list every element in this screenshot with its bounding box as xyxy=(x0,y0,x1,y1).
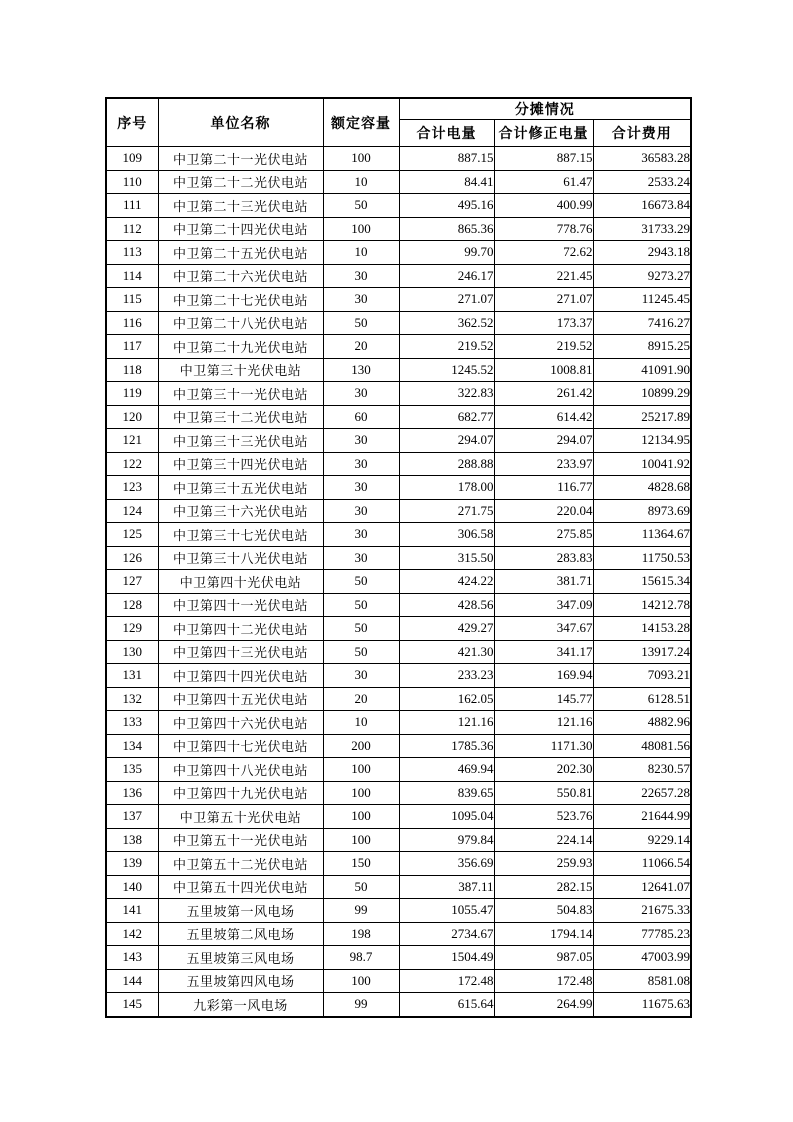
cell-total-corrected-energy: 261.42 xyxy=(494,382,593,406)
table-row xyxy=(106,429,691,453)
cell-serial-number: 127 xyxy=(106,570,158,594)
cell-total-energy: 1095.04 xyxy=(399,805,494,829)
cell-unit-name: 九彩第一风电场 xyxy=(158,993,323,1017)
cell-total-cost: 21644.99 xyxy=(593,805,691,829)
cell-unit-name: 中卫第五十一光伏电站 xyxy=(158,828,323,852)
cell-total-cost: 11675.63 xyxy=(593,993,691,1017)
cell-total-energy: 246.17 xyxy=(399,264,494,288)
header-total-cost: 合计费用 xyxy=(593,120,691,147)
table-row xyxy=(106,781,691,805)
table-row xyxy=(106,852,691,876)
table-row xyxy=(106,922,691,946)
cell-unit-name: 中卫第三十三光伏电站 xyxy=(158,429,323,453)
cell-serial-number: 111 xyxy=(106,194,158,218)
table-row xyxy=(106,311,691,335)
cell-total-energy: 121.16 xyxy=(399,711,494,735)
cell-unit-name: 中卫第四十六光伏电站 xyxy=(158,711,323,735)
cell-total-corrected-energy: 121.16 xyxy=(494,711,593,735)
cell-total-energy: 99.70 xyxy=(399,241,494,265)
cell-unit-name: 中卫第四十四光伏电站 xyxy=(158,664,323,688)
header-serial-number: 序号 xyxy=(106,98,158,147)
cell-total-corrected-energy: 347.67 xyxy=(494,617,593,641)
cell-serial-number: 133 xyxy=(106,711,158,735)
cell-serial-number: 142 xyxy=(106,922,158,946)
cell-rated-capacity: 30 xyxy=(323,264,399,288)
cell-unit-name: 中卫第四十八光伏电站 xyxy=(158,758,323,782)
cell-total-corrected-energy: 173.37 xyxy=(494,311,593,335)
cell-serial-number: 116 xyxy=(106,311,158,335)
cell-serial-number: 125 xyxy=(106,523,158,547)
cell-serial-number: 112 xyxy=(106,217,158,241)
header-rated-capacity: 额定容量 xyxy=(323,98,399,147)
cell-total-cost: 2943.18 xyxy=(593,241,691,265)
cell-total-energy: 615.64 xyxy=(399,993,494,1017)
cell-serial-number: 145 xyxy=(106,993,158,1017)
cell-total-cost: 25217.89 xyxy=(593,405,691,429)
cell-rated-capacity: 50 xyxy=(323,617,399,641)
table-row xyxy=(106,828,691,852)
table-row xyxy=(106,593,691,617)
table-row xyxy=(106,546,691,570)
cell-unit-name: 中卫第五十二光伏电站 xyxy=(158,852,323,876)
cell-rated-capacity: 99 xyxy=(323,899,399,923)
cell-serial-number: 139 xyxy=(106,852,158,876)
cell-total-energy: 1245.52 xyxy=(399,358,494,382)
cell-total-cost: 22657.28 xyxy=(593,781,691,805)
cell-total-energy: 682.77 xyxy=(399,405,494,429)
cell-total-cost: 7093.21 xyxy=(593,664,691,688)
cell-rated-capacity: 30 xyxy=(323,664,399,688)
cell-serial-number: 124 xyxy=(106,499,158,523)
cell-unit-name: 中卫第三十五光伏电站 xyxy=(158,476,323,500)
cell-total-cost: 47003.99 xyxy=(593,946,691,970)
cell-total-cost: 9273.27 xyxy=(593,264,691,288)
cell-serial-number: 130 xyxy=(106,640,158,664)
table-row xyxy=(106,170,691,194)
table-row xyxy=(106,969,691,993)
cell-total-cost: 31733.29 xyxy=(593,217,691,241)
cell-rated-capacity: 30 xyxy=(323,452,399,476)
table-row xyxy=(106,687,691,711)
cell-total-energy: 294.07 xyxy=(399,429,494,453)
cell-total-energy: 424.22 xyxy=(399,570,494,594)
cell-total-corrected-energy: 778.76 xyxy=(494,217,593,241)
cell-serial-number: 113 xyxy=(106,241,158,265)
cell-unit-name: 中卫第四十七光伏电站 xyxy=(158,734,323,758)
table-row xyxy=(106,335,691,359)
cell-total-energy: 172.48 xyxy=(399,969,494,993)
cell-total-corrected-energy: 523.76 xyxy=(494,805,593,829)
cell-unit-name: 中卫第四十一光伏电站 xyxy=(158,593,323,617)
cell-total-corrected-energy: 275.85 xyxy=(494,523,593,547)
cell-total-corrected-energy: 233.97 xyxy=(494,452,593,476)
cell-rated-capacity: 100 xyxy=(323,147,399,171)
cell-total-cost: 2533.24 xyxy=(593,170,691,194)
table-row xyxy=(106,194,691,218)
cell-serial-number: 141 xyxy=(106,899,158,923)
cell-rated-capacity: 10 xyxy=(323,170,399,194)
table-row xyxy=(106,617,691,641)
table-row xyxy=(106,217,691,241)
cell-unit-name: 中卫第二十五光伏电站 xyxy=(158,241,323,265)
table-row xyxy=(106,899,691,923)
cell-total-corrected-energy: 145.77 xyxy=(494,687,593,711)
cell-unit-name: 中卫第三十光伏电站 xyxy=(158,358,323,382)
cell-total-cost: 8915.25 xyxy=(593,335,691,359)
cell-total-corrected-energy: 202.30 xyxy=(494,758,593,782)
cell-total-corrected-energy: 219.52 xyxy=(494,335,593,359)
allocation-table xyxy=(105,97,692,1018)
cell-total-energy: 469.94 xyxy=(399,758,494,782)
table-row xyxy=(106,993,691,1017)
cell-rated-capacity: 50 xyxy=(323,593,399,617)
cell-unit-name: 中卫第二十九光伏电站 xyxy=(158,335,323,359)
cell-total-cost: 4882.96 xyxy=(593,711,691,735)
cell-total-energy: 839.65 xyxy=(399,781,494,805)
cell-rated-capacity: 50 xyxy=(323,570,399,594)
cell-rated-capacity: 100 xyxy=(323,217,399,241)
cell-unit-name: 中卫第五十四光伏电站 xyxy=(158,875,323,899)
table-row xyxy=(106,711,691,735)
table-row xyxy=(106,241,691,265)
table-row xyxy=(106,946,691,970)
cell-total-energy: 887.15 xyxy=(399,147,494,171)
cell-total-energy: 428.56 xyxy=(399,593,494,617)
cell-serial-number: 132 xyxy=(106,687,158,711)
table-row xyxy=(106,452,691,476)
cell-rated-capacity: 20 xyxy=(323,687,399,711)
cell-total-energy: 271.75 xyxy=(399,499,494,523)
cell-total-corrected-energy: 550.81 xyxy=(494,781,593,805)
cell-total-energy: 271.07 xyxy=(399,288,494,312)
cell-total-energy: 429.27 xyxy=(399,617,494,641)
cell-total-corrected-energy: 264.99 xyxy=(494,993,593,1017)
cell-total-corrected-energy: 341.17 xyxy=(494,640,593,664)
cell-serial-number: 114 xyxy=(106,264,158,288)
cell-total-corrected-energy: 614.42 xyxy=(494,405,593,429)
cell-serial-number: 118 xyxy=(106,358,158,382)
table-row xyxy=(106,382,691,406)
cell-rated-capacity: 99 xyxy=(323,993,399,1017)
cell-total-energy: 322.83 xyxy=(399,382,494,406)
cell-total-corrected-energy: 987.05 xyxy=(494,946,593,970)
cell-total-corrected-energy: 172.48 xyxy=(494,969,593,993)
cell-total-cost: 15615.34 xyxy=(593,570,691,594)
cell-total-corrected-energy: 1008.81 xyxy=(494,358,593,382)
cell-unit-name: 中卫第四十三光伏电站 xyxy=(158,640,323,664)
cell-total-energy: 979.84 xyxy=(399,828,494,852)
table-row xyxy=(106,758,691,782)
cell-total-corrected-energy: 504.83 xyxy=(494,899,593,923)
table-row xyxy=(106,358,691,382)
table-row xyxy=(106,147,691,171)
cell-total-energy: 233.23 xyxy=(399,664,494,688)
header-unit-name: 单位名称 xyxy=(158,98,323,147)
cell-total-cost: 77785.23 xyxy=(593,922,691,946)
table-row xyxy=(106,734,691,758)
cell-serial-number: 138 xyxy=(106,828,158,852)
cell-unit-name: 五里坡第三风电场 xyxy=(158,946,323,970)
cell-serial-number: 140 xyxy=(106,875,158,899)
cell-unit-name: 中卫第二十三光伏电站 xyxy=(158,194,323,218)
cell-total-energy: 178.00 xyxy=(399,476,494,500)
cell-total-cost: 11364.67 xyxy=(593,523,691,547)
cell-total-cost: 10041.92 xyxy=(593,452,691,476)
cell-serial-number: 110 xyxy=(106,170,158,194)
cell-total-corrected-energy: 887.15 xyxy=(494,147,593,171)
table-row xyxy=(106,523,691,547)
cell-unit-name: 中卫第三十六光伏电站 xyxy=(158,499,323,523)
cell-unit-name: 中卫第三十八光伏电站 xyxy=(158,546,323,570)
table-row xyxy=(106,288,691,312)
cell-total-cost: 10899.29 xyxy=(593,382,691,406)
cell-rated-capacity: 100 xyxy=(323,828,399,852)
cell-serial-number: 126 xyxy=(106,546,158,570)
cell-total-energy: 288.88 xyxy=(399,452,494,476)
cell-rated-capacity: 130 xyxy=(323,358,399,382)
cell-serial-number: 123 xyxy=(106,476,158,500)
cell-unit-name: 五里坡第一风电场 xyxy=(158,899,323,923)
cell-serial-number: 136 xyxy=(106,781,158,805)
cell-total-cost: 21675.33 xyxy=(593,899,691,923)
cell-unit-name: 中卫第四十五光伏电站 xyxy=(158,687,323,711)
cell-unit-name: 中卫第二十二光伏电站 xyxy=(158,170,323,194)
cell-serial-number: 143 xyxy=(106,946,158,970)
cell-serial-number: 115 xyxy=(106,288,158,312)
cell-total-energy: 362.52 xyxy=(399,311,494,335)
cell-total-cost: 41091.90 xyxy=(593,358,691,382)
cell-total-cost: 8230.57 xyxy=(593,758,691,782)
cell-total-cost: 14212.78 xyxy=(593,593,691,617)
cell-rated-capacity: 200 xyxy=(323,734,399,758)
cell-unit-name: 中卫第二十一光伏电站 xyxy=(158,147,323,171)
cell-total-energy: 1504.49 xyxy=(399,946,494,970)
cell-serial-number: 117 xyxy=(106,335,158,359)
cell-unit-name: 中卫第四十光伏电站 xyxy=(158,570,323,594)
table-row xyxy=(106,264,691,288)
cell-total-corrected-energy: 259.93 xyxy=(494,852,593,876)
cell-unit-name: 中卫第二十七光伏电站 xyxy=(158,288,323,312)
cell-rated-capacity: 30 xyxy=(323,546,399,570)
cell-rated-capacity: 30 xyxy=(323,288,399,312)
cell-unit-name: 中卫第三十二光伏电站 xyxy=(158,405,323,429)
cell-unit-name: 中卫第五十光伏电站 xyxy=(158,805,323,829)
cell-rated-capacity: 100 xyxy=(323,758,399,782)
table-row xyxy=(106,664,691,688)
cell-total-cost: 9229.14 xyxy=(593,828,691,852)
cell-serial-number: 134 xyxy=(106,734,158,758)
cell-total-corrected-energy: 224.14 xyxy=(494,828,593,852)
cell-total-energy: 84.41 xyxy=(399,170,494,194)
cell-rated-capacity: 30 xyxy=(323,382,399,406)
cell-total-energy: 495.16 xyxy=(399,194,494,218)
cell-total-cost: 14153.28 xyxy=(593,617,691,641)
cell-serial-number: 135 xyxy=(106,758,158,782)
cell-rated-capacity: 50 xyxy=(323,194,399,218)
cell-total-corrected-energy: 116.77 xyxy=(494,476,593,500)
cell-total-corrected-energy: 221.45 xyxy=(494,264,593,288)
cell-rated-capacity: 198 xyxy=(323,922,399,946)
table-body xyxy=(106,147,691,1017)
cell-serial-number: 119 xyxy=(106,382,158,406)
cell-serial-number: 120 xyxy=(106,405,158,429)
cell-rated-capacity: 60 xyxy=(323,405,399,429)
cell-total-cost: 7416.27 xyxy=(593,311,691,335)
cell-total-energy: 421.30 xyxy=(399,640,494,664)
header-total-energy: 合计电量 xyxy=(399,120,494,147)
cell-rated-capacity: 30 xyxy=(323,499,399,523)
cell-unit-name: 中卫第三十四光伏电站 xyxy=(158,452,323,476)
cell-total-energy: 162.05 xyxy=(399,687,494,711)
cell-serial-number: 128 xyxy=(106,593,158,617)
table-row xyxy=(106,405,691,429)
cell-total-energy: 865.36 xyxy=(399,217,494,241)
cell-total-corrected-energy: 1171.30 xyxy=(494,734,593,758)
cell-total-energy: 315.50 xyxy=(399,546,494,570)
cell-unit-name: 中卫第四十九光伏电站 xyxy=(158,781,323,805)
cell-total-cost: 6128.51 xyxy=(593,687,691,711)
cell-total-cost: 11066.54 xyxy=(593,852,691,876)
cell-total-corrected-energy: 72.62 xyxy=(494,241,593,265)
cell-rated-capacity: 50 xyxy=(323,875,399,899)
cell-total-corrected-energy: 282.15 xyxy=(494,875,593,899)
cell-serial-number: 144 xyxy=(106,969,158,993)
cell-total-energy: 1785.36 xyxy=(399,734,494,758)
table-row xyxy=(106,640,691,664)
cell-total-energy: 387.11 xyxy=(399,875,494,899)
cell-rated-capacity: 50 xyxy=(323,311,399,335)
cell-rated-capacity: 100 xyxy=(323,969,399,993)
table-header xyxy=(106,98,691,147)
cell-total-corrected-energy: 400.99 xyxy=(494,194,593,218)
cell-unit-name: 中卫第二十六光伏电站 xyxy=(158,264,323,288)
cell-serial-number: 129 xyxy=(106,617,158,641)
cell-rated-capacity: 100 xyxy=(323,781,399,805)
cell-unit-name: 五里坡第四风电场 xyxy=(158,969,323,993)
cell-unit-name: 中卫第二十八光伏电站 xyxy=(158,311,323,335)
table-row xyxy=(106,476,691,500)
cell-rated-capacity: 150 xyxy=(323,852,399,876)
cell-serial-number: 109 xyxy=(106,147,158,171)
cell-total-cost: 4828.68 xyxy=(593,476,691,500)
cell-rated-capacity: 10 xyxy=(323,241,399,265)
cell-unit-name: 中卫第四十二光伏电站 xyxy=(158,617,323,641)
cell-serial-number: 122 xyxy=(106,452,158,476)
table-row xyxy=(106,499,691,523)
cell-total-corrected-energy: 271.07 xyxy=(494,288,593,312)
cell-total-cost: 12134.95 xyxy=(593,429,691,453)
cell-total-corrected-energy: 381.71 xyxy=(494,570,593,594)
cell-rated-capacity: 30 xyxy=(323,429,399,453)
cell-rated-capacity: 100 xyxy=(323,805,399,829)
cell-total-corrected-energy: 61.47 xyxy=(494,170,593,194)
cell-total-corrected-energy: 294.07 xyxy=(494,429,593,453)
cell-total-energy: 219.52 xyxy=(399,335,494,359)
header-total-corrected-energy: 合计修正电量 xyxy=(494,120,593,147)
cell-total-cost: 12641.07 xyxy=(593,875,691,899)
header-allocation-group: 分摊情况 xyxy=(399,98,691,120)
cell-total-cost: 13917.24 xyxy=(593,640,691,664)
cell-unit-name: 中卫第三十七光伏电站 xyxy=(158,523,323,547)
table-row xyxy=(106,805,691,829)
cell-rated-capacity: 30 xyxy=(323,523,399,547)
table-row xyxy=(106,570,691,594)
cell-unit-name: 中卫第三十一光伏电站 xyxy=(158,382,323,406)
cell-total-cost: 16673.84 xyxy=(593,194,691,218)
cell-total-energy: 306.58 xyxy=(399,523,494,547)
cell-total-corrected-energy: 283.83 xyxy=(494,546,593,570)
cell-serial-number: 121 xyxy=(106,429,158,453)
cell-serial-number: 131 xyxy=(106,664,158,688)
cell-rated-capacity: 30 xyxy=(323,476,399,500)
cell-rated-capacity: 98.7 xyxy=(323,946,399,970)
cell-total-energy: 2734.67 xyxy=(399,922,494,946)
cell-rated-capacity: 20 xyxy=(323,335,399,359)
cell-total-cost: 8581.08 xyxy=(593,969,691,993)
cell-total-energy: 1055.47 xyxy=(399,899,494,923)
table-row xyxy=(106,875,691,899)
cell-total-corrected-energy: 347.09 xyxy=(494,593,593,617)
cell-total-cost: 8973.69 xyxy=(593,499,691,523)
cell-total-corrected-energy: 1794.14 xyxy=(494,922,593,946)
cell-total-cost: 36583.28 xyxy=(593,147,691,171)
cell-total-energy: 356.69 xyxy=(399,852,494,876)
cell-rated-capacity: 10 xyxy=(323,711,399,735)
cell-total-cost: 11245.45 xyxy=(593,288,691,312)
cell-total-cost: 48081.56 xyxy=(593,734,691,758)
cell-rated-capacity: 50 xyxy=(323,640,399,664)
cell-unit-name: 五里坡第二风电场 xyxy=(158,922,323,946)
cell-serial-number: 137 xyxy=(106,805,158,829)
cell-total-cost: 11750.53 xyxy=(593,546,691,570)
cell-total-corrected-energy: 169.94 xyxy=(494,664,593,688)
cell-unit-name: 中卫第二十四光伏电站 xyxy=(158,217,323,241)
cell-total-corrected-energy: 220.04 xyxy=(494,499,593,523)
